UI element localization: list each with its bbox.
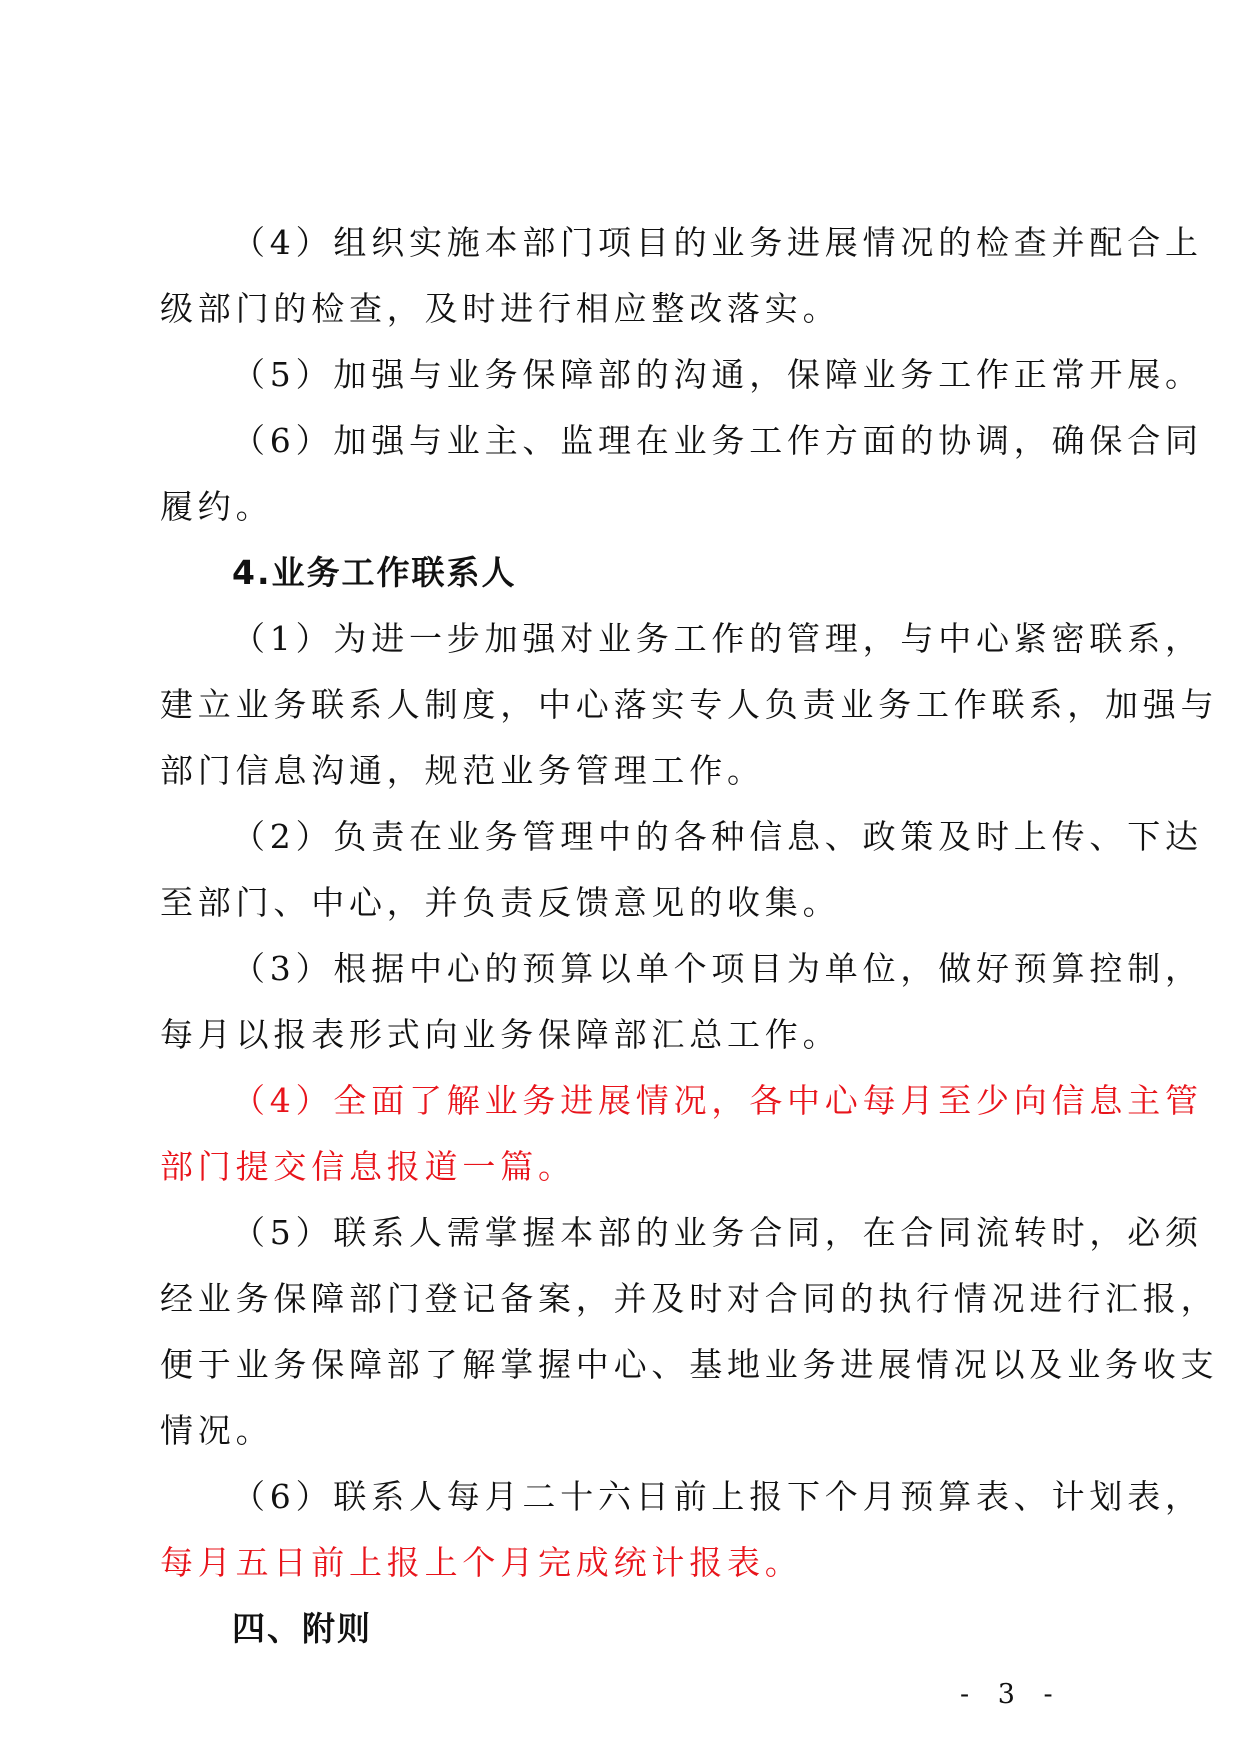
paragraph-3-4-line-1: （4）组织实施本部门项目的业务进展情况的检查并配合上 xyxy=(232,223,1203,262)
paragraph-4-2-line-1: （2）负责在业务管理中的各种信息、政策及时上传、下达 xyxy=(232,817,1203,856)
paragraph-4-6-line-1: （6）联系人每月二十六日前上报下个月预算表、计划表， xyxy=(232,1477,1203,1516)
paragraph-4-3-line-1: （3）根据中心的预算以单个项目为单位，做好预算控制， xyxy=(232,949,1203,988)
paragraph-3-6-line-2: 履约。 xyxy=(160,487,274,526)
paragraph-4-4-line-2: 部门提交信息报道一篇。 xyxy=(160,1147,576,1186)
section-heading-contact-person: 4.业务工作联系人 xyxy=(232,553,517,592)
paragraph-4-5-line-2: 经业务保障部门登记备案，并及时对合同的执行情况进行汇报， xyxy=(160,1279,1219,1318)
paragraph-4-6-line-2: 每月五日前上报上个月完成统计报表。 xyxy=(160,1543,803,1582)
paragraph-4-1-line-3: 部门信息沟通，规范业务管理工作。 xyxy=(160,751,765,790)
paragraph-4-5-line-1: （5）联系人需掌握本部的业务合同，在合同流转时，必须 xyxy=(232,1213,1203,1252)
section-heading-supplementary: 四、附则 xyxy=(232,1609,372,1648)
paragraph-4-5-line-3: 便于业务保障部了解掌握中心、基地业务进展情况以及业务收支 xyxy=(160,1345,1219,1384)
paragraph-3-6-line-1: （6）加强与业主、监理在业务工作方面的协调，确保合同 xyxy=(232,421,1203,460)
paragraph-4-1-line-1: （1）为进一步加强对业务工作的管理，与中心紧密联系， xyxy=(232,619,1203,658)
paragraph-4-1-line-2: 建立业务联系人制度，中心落实专人负责业务工作联系，加强与 xyxy=(160,685,1219,724)
page-number: - 3 - xyxy=(960,1679,1063,1710)
paragraph-3-4-line-2: 级部门的检查，及时进行相应整改落实。 xyxy=(160,289,841,328)
paragraph-4-4-line-1: （4）全面了解业务进展情况，各中心每月至少向信息主管 xyxy=(232,1081,1203,1120)
paragraph-4-5-line-4: 情况。 xyxy=(160,1411,274,1450)
paragraph-4-3-line-2: 每月以报表形式向业务保障部汇总工作。 xyxy=(160,1015,841,1054)
paragraph-4-2-line-2: 至部门、中心，并负责反馈意见的收集。 xyxy=(160,883,841,922)
paragraph-3-5-line-1: （5）加强与业务保障部的沟通，保障业务工作正常开展。 xyxy=(232,355,1203,394)
